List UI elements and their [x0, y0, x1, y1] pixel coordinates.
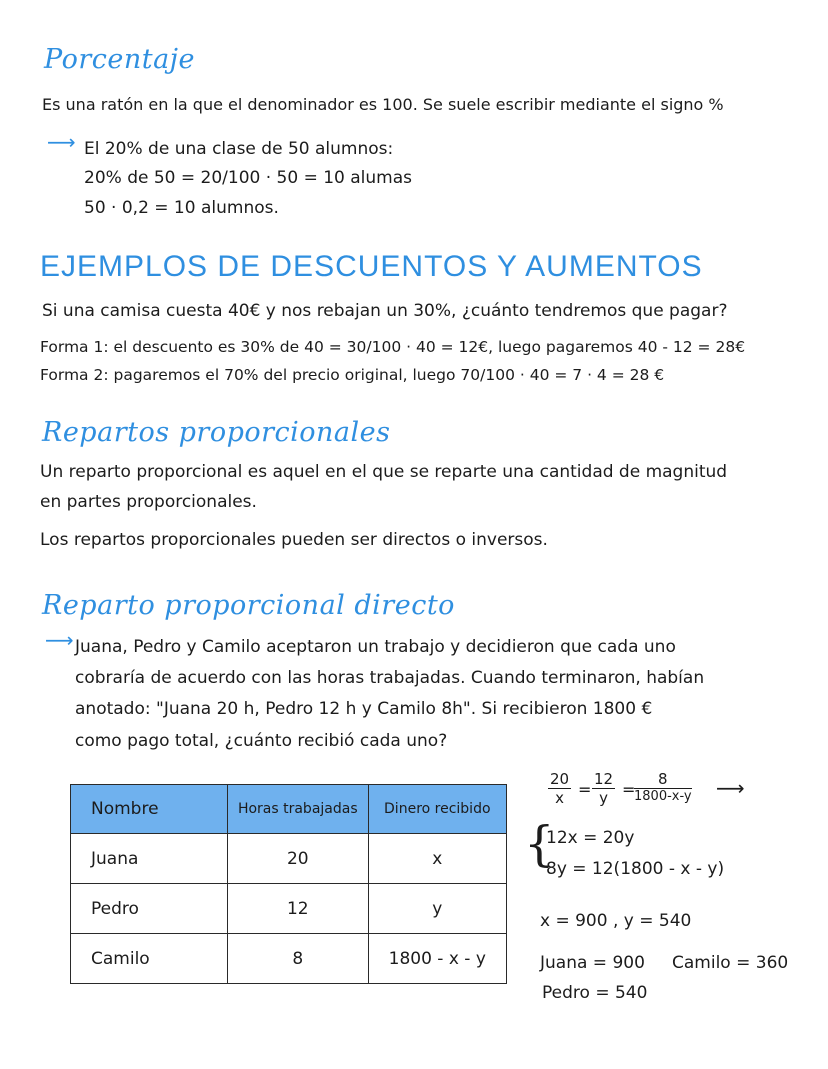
shares-def-line2: en partes proporcionales. — [40, 492, 257, 512]
direct-problem-line4: como pago total, ¿cuánto recibió cada uno? — [75, 731, 448, 751]
table-cell: Juana — [71, 834, 228, 884]
direct-problem-line1: Juana, Pedro y Camilo aceptaron un trabajo y decidieron que cada uno — [75, 637, 676, 657]
table-cell: Pedro — [71, 884, 228, 934]
direct-problem-line3: anotado: "Juana 20 h, Pedro 12 h y Camilo 8h". Si recibieron 1800 € — [75, 699, 653, 719]
system-brace-icon: { — [524, 816, 555, 872]
equals-sign: = — [578, 780, 592, 799]
result-juana: Juana = 900 — [540, 953, 645, 973]
percent-definition: Es una ratón en la que el denominador es 100. Se suele escribir mediante el signo % — [42, 95, 724, 114]
fraction-numerator: 12 — [594, 770, 614, 788]
fraction-numerator: 20 — [550, 770, 570, 788]
table-cell: y — [368, 884, 506, 934]
fraction-denominator: x — [555, 789, 564, 807]
fraction-20-over-x — [548, 770, 571, 807]
table-cell: 12 — [228, 884, 369, 934]
discounts-title: EJEMPLOS DE DESCUENTOS Y AUMENTOS — [40, 250, 703, 283]
percent-title: Porcentaje — [44, 44, 196, 75]
fraction-12-over-y — [592, 770, 615, 807]
percent-example-line3: 50 · 0,2 = 10 alumnos. — [84, 198, 279, 218]
result-pedro: Pedro = 540 — [542, 983, 648, 1003]
table-row — [71, 884, 507, 934]
shares-def-line1: Un reparto proporcional es aquel en el que se reparte una cantidad de magnitud — [40, 462, 728, 482]
percent-example-line1: El 20% de una clase de 50 alumnos: — [84, 139, 394, 159]
table-header-cell: Horas trabajadas — [228, 785, 369, 834]
table-cell: 1800 - x - y — [368, 934, 506, 984]
discounts-form2: Forma 2: pagaremos el 70% del precio original, luego 70/100 · 40 = 7 · 4 = 28 € — [40, 366, 665, 384]
arrow-icon: ⟶ — [716, 776, 745, 800]
hours-money-table — [70, 784, 507, 984]
result-camilo: Camilo = 360 — [672, 953, 789, 973]
shares-types: Los repartos proporcionales pueden ser directos o inversos. — [40, 530, 548, 550]
arrow-icon: ⟶ — [45, 628, 74, 652]
table-row — [71, 834, 507, 884]
shares-title: Repartos proporcionales — [42, 417, 391, 448]
table-cell: 20 — [228, 834, 369, 884]
discounts-question: Si una camisa cuesta 40€ y nos rebajan un 30%, ¿cuánto tendremos que pagar? — [42, 301, 728, 321]
table-row — [71, 934, 507, 984]
table-header-cell: Dinero recibido — [368, 785, 506, 834]
direct-problem-line2: cobraría de acuerdo con las horas trabajadas. Cuando terminaron, habían — [75, 668, 705, 688]
table-header-row — [71, 785, 507, 834]
table-cell: 8 — [228, 934, 369, 984]
fraction-denominator: y — [599, 789, 608, 807]
table-cell: x — [368, 834, 506, 884]
fraction-8-over-remainder — [634, 770, 692, 804]
fraction-denominator: 1800-x-y — [634, 789, 692, 804]
fraction-numerator: 8 — [634, 770, 692, 789]
arrow-icon: ⟶ — [47, 130, 76, 154]
percent-example-line2: 20% de 50 = 20/100 · 50 = 10 alumas — [84, 168, 413, 188]
direct-title: Reparto proporcional directo — [42, 590, 455, 621]
solution-values: x = 900 , y = 540 — [540, 911, 692, 931]
table-header-cell: Nombre — [71, 785, 228, 834]
system-equation-2: 8y = 12(1800 - x - y) — [546, 859, 725, 879]
discounts-form1: Forma 1: el descuento es 30% de 40 = 30/100 · 40 = 12€, luego pagaremos 40 - 12 = 28€ — [40, 338, 746, 356]
system-equation-1: 12x = 20y — [546, 828, 635, 848]
table-cell: Camilo — [71, 934, 228, 984]
equals-sign: = — [622, 780, 636, 799]
